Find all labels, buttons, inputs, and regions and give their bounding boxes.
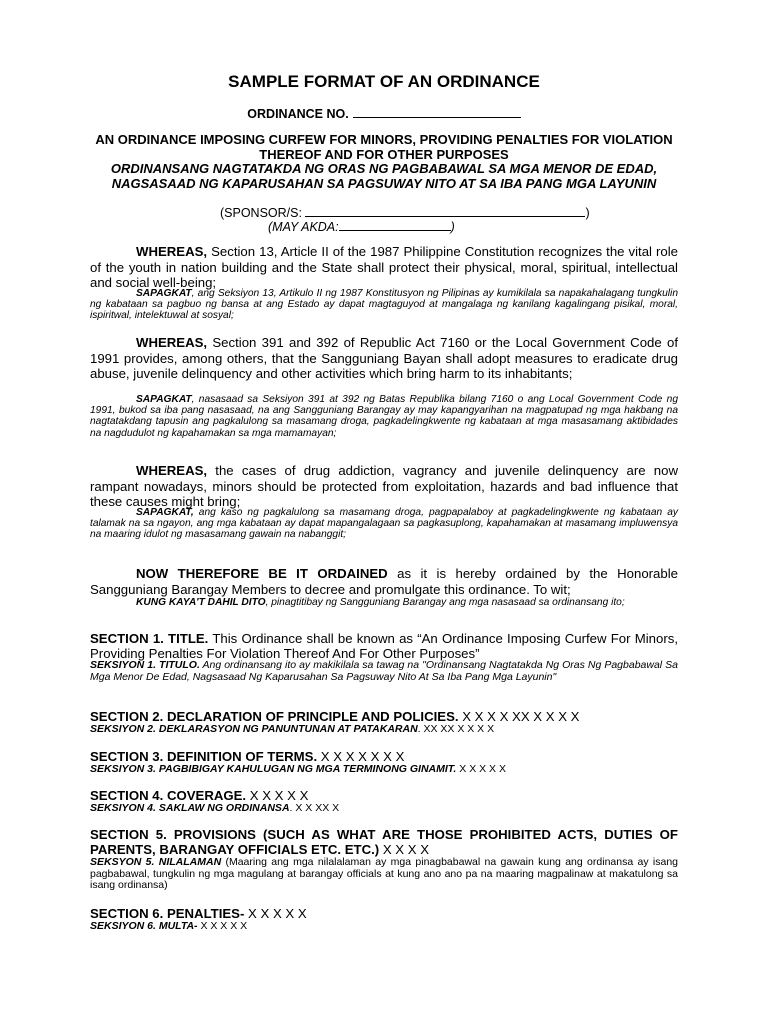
- section-5-text: X X X X: [379, 842, 430, 857]
- section-3-text: X X X X X X X: [317, 749, 405, 764]
- section-6: [90, 906, 678, 921]
- whereas-3-lead: WHEREAS,: [136, 463, 208, 478]
- ordained-text: as it is hereby ordained by the Honorable Sangguniang Barangay Members to decree and promulgate this ordinance. To wit;: [90, 566, 678, 597]
- kung-kaya-clause: [90, 597, 678, 608]
- seksiyon-2-heading: SEKSIYON 2. DEKLARASYON NG PANUNTUNAN AT PATAKARAN: [90, 723, 418, 735]
- ordinance-heading-tagalog: ORDINANSANG NAGTATAKDA NG ORAS NG PAGBABAWAL SA MGA MENOR DE EDAD, NAGSASAAD NG KAPARUSAHAN SA PAGSUWAY NITO AT SA IBA PANG MGA LAYUNIN: [110, 161, 658, 191]
- author-line: [268, 219, 455, 234]
- section-5: [90, 827, 678, 857]
- sponsor-blank: [305, 205, 585, 217]
- ordinance-heading-english: AN ORDINANCE IMPOSING CURFEW FOR MINORS, PROVIDING PENALTIES FOR VIOLATION THEREOF AND FOR OTHER PURPOSES: [95, 132, 673, 162]
- seksiyon-3: [90, 764, 678, 776]
- seksiyon-3-heading: SEKSIYON 3. PAGBIBIGAY KAHULUGAN NG MGA TERMINONG GINAMIT.: [90, 763, 457, 775]
- whereas-clause-1: [90, 244, 678, 291]
- ordained-clause: [90, 566, 678, 597]
- section-6-heading: SECTION 6. PENALTIES-: [90, 906, 245, 921]
- section-3-heading: SECTION 3. DEFINITION OF TERMS.: [90, 749, 318, 764]
- seksiyon-1-text: Ang ordinansang ito ay makikilala sa tawag na "Ordinansang Nagtatakda Ng Oras Ng Pagbabawal Sa Mga Menor De Edad, Nagsasaad Ng Kaparusahan Sa Pagsuway Nito At Sa Iba Pang Mga Layunin": [90, 659, 678, 683]
- section-4-heading: SECTION 4. COVERAGE.: [90, 788, 247, 803]
- seksiyon-4: [90, 803, 678, 815]
- author-blank: [339, 219, 451, 231]
- seksiyon-1-heading: SEKSIYON 1. TITULO.: [90, 659, 200, 671]
- seksiyon-3-text: X X X X X: [456, 763, 506, 775]
- document-title: SAMPLE FORMAT OF AN ORDINANCE: [228, 72, 540, 91]
- whereas-2-text: Section 391 and 392 of Republic Act 7160 or the Local Government Code of 1991 provides, among others, that the Sangguniang Bayan shall adopt measures to eradicate drug abuse, juvenile delinquency and other activities which bring harm to its inhabitants;: [90, 335, 678, 381]
- kung-kaya-lead: KUNG KAYA'T DAHIL DITO: [136, 597, 266, 608]
- sapagkat-1-text: , ang Seksiyon 13, Artikulo II ng 1987 Konstitusyon ng Pilipinas ay kumikilala sa napakahalagang tungkulin ng kabataan sa pagbuo ng bansa at ang Estado ay dapat magtaguyod at mangalaga ng kanilang kagalingang pisikal, moral, ispiritwal, intelektuwal at sosyal;: [90, 288, 678, 322]
- ordinance-number-label: ORDINANCE NO.: [247, 107, 349, 121]
- section-2-text: X X X X XX X X X X: [458, 709, 580, 724]
- seksiyon-2-text: . XX XX X X X X: [417, 723, 495, 735]
- sponsor-line: [220, 205, 590, 220]
- whereas-clause-3: [90, 463, 678, 510]
- sapagkat-3-text: ang kaso ng pagkalulong sa masamang droga, pagpapalaboy at pagkadelingkwente ng kabataan ay talamak na sa ngayon, ang mga kabataan ay dapat mapangalagaan sa pagkasuplong, kapahamakan at masamang impluwensya na maaring idulot ng masasamang gawain na nabanggit;: [90, 507, 678, 541]
- sapagkat-3-lead: SAPAGKAT,: [136, 507, 194, 518]
- author-close: ): [450, 220, 455, 234]
- whereas-1-lead: WHEREAS,: [136, 244, 208, 259]
- seksiyon-4-heading: SEKSIYON 4. SAKLAW NG ORDINANSA: [90, 802, 290, 814]
- sponsor-label: (SPONSOR/S:: [220, 206, 302, 220]
- sapagkat-clause-1: [90, 288, 678, 322]
- ordinance-number: [0, 106, 768, 121]
- seksiyon-6-heading: SEKSIYON 6. MULTA-: [90, 920, 198, 932]
- sponsor-close: ): [585, 206, 590, 220]
- sapagkat-clause-2: [90, 394, 678, 439]
- section-2-heading: SECTION 2. DECLARATION OF PRINCIPLE AND POLICIES.: [90, 709, 459, 724]
- sapagkat-2-lead: SAPAGKAT: [136, 394, 192, 405]
- seksiyon-5: [90, 857, 678, 892]
- section-1: [90, 631, 678, 661]
- seksiyon-5-heading: SEKSYON 5. NILALAMAN: [90, 856, 222, 868]
- section-5-heading: SECTION 5. PROVISIONS (SUCH AS WHAT ARE THOSE PROHIBITED ACTS, DUTIES OF PARENTS, BARANGAY OFFICIALS ETC. ETC.): [90, 827, 678, 857]
- section-4-text: X X X X X: [246, 788, 309, 803]
- whereas-3-text: the cases of drug addiction, vagrancy and juvenile delinquency are now rampant nowadays, minors should be protected from exploitation, hazards and bad influence that these causes might bring;: [90, 463, 678, 509]
- section-3: [90, 749, 678, 764]
- seksiyon-2: [90, 724, 678, 736]
- sapagkat-clause-3: [90, 507, 678, 541]
- whereas-1-text: Section 13, Article II of the 1987 Philippine Constitution recognizes the vital role of the youth in nation building and the State shall protect their physical, moral, spiritual, intellectual and social well-being;: [90, 244, 678, 290]
- author-label: (MAY AKDA:: [268, 220, 339, 234]
- seksiyon-4-text: . X X XX X: [289, 802, 340, 814]
- whereas-2-lead: WHEREAS,: [136, 335, 208, 350]
- seksiyon-6-text: X X X X X: [197, 920, 248, 932]
- sapagkat-2-text: , nasasaad sa Seksiyon 391 at 392 ng Batas Republika bilang 7160 o ang Local Government Code ng 1991, bukod sa iba pang nasasaad, na ang Sangguniang Barangay ay may kapangyarihan na magpatupad ng mga hakbang na nagtatakdang tapusin ang pagkalulong sa masamang droga, pagkadelingkwente ng kabataan at mga masasamang aktibidades na nagdudulot ng kapahamakan sa mga mamamayan;: [90, 394, 678, 439]
- ordinance-number-blank: [353, 106, 521, 118]
- section-1-heading: SECTION 1. TITLE.: [90, 631, 209, 646]
- section-6-text: X X X X X: [244, 906, 307, 921]
- seksiyon-5-text: (Maaring ang mga nilalalaman ay mga pinagbabawal na gawain kung ang ordinansa ay isang pagbabawal, tungkulin ng mga magulang at barangay officials at kung ano ano pa na maaring magpalinaw at makatulong sa isang ordinansa): [90, 856, 679, 891]
- ordained-lead: NOW THEREFORE BE IT ORDAINED: [136, 566, 388, 581]
- sapagkat-1-lead: SAPAGKAT: [136, 288, 192, 299]
- seksiyon-6: [90, 921, 678, 933]
- section-2: [90, 709, 678, 724]
- kung-kaya-text: , pinagtitibay ng Sangguniang Barangay ang mga nasasaad sa ordinansang ito;: [265, 597, 625, 608]
- section-1-text: This Ordinance shall be known as “An Ordinance Imposing Curfew For Minors, Providing Penalties For Violation Thereof And For Other Purposes”: [90, 631, 678, 661]
- seksiyon-1: [90, 660, 678, 683]
- whereas-clause-2: [90, 335, 678, 382]
- section-4: [90, 788, 678, 803]
